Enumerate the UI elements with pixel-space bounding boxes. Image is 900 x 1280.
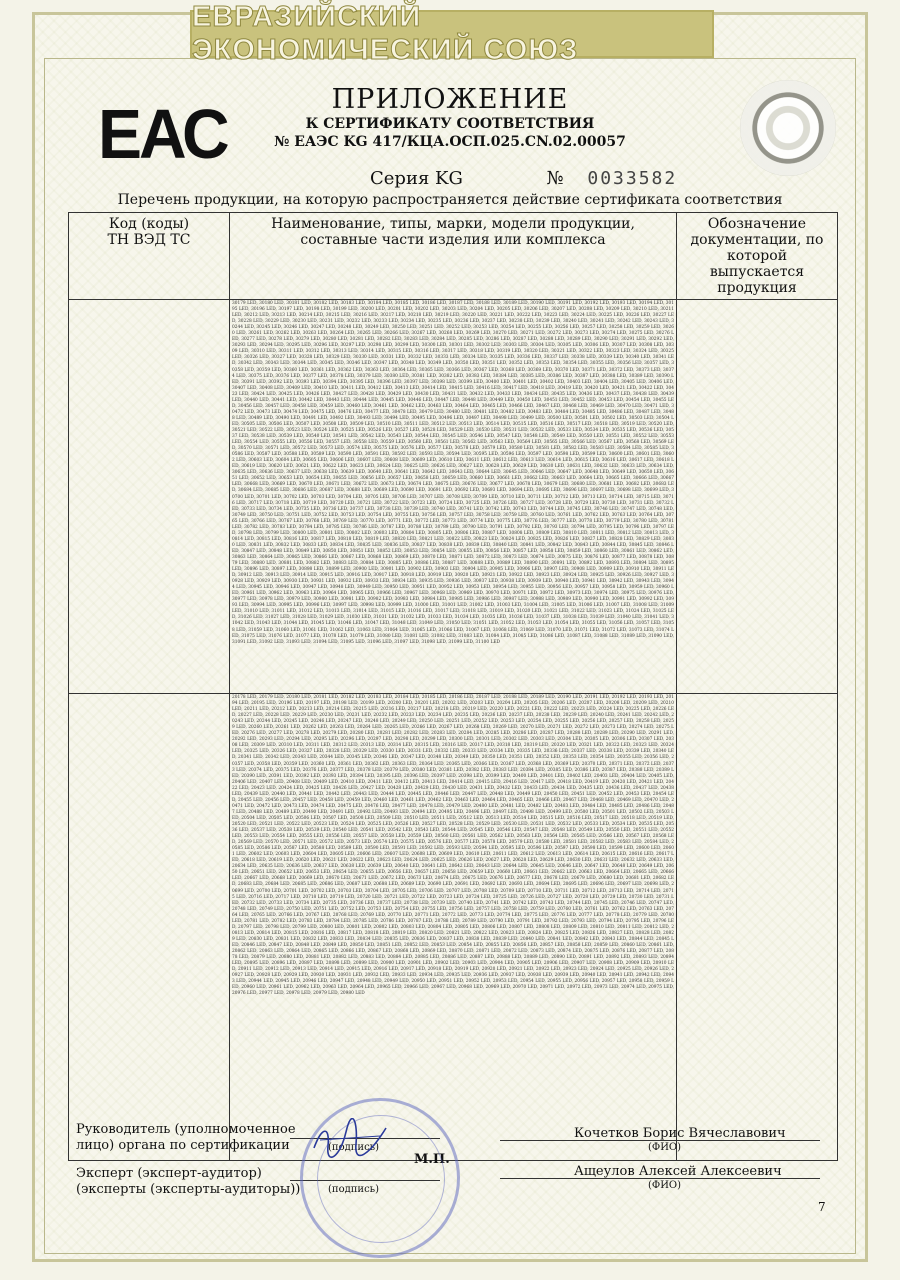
head-fio-caption: (ФИО) bbox=[648, 1142, 682, 1153]
header-name: Наименование, типы, марки, модели продукции, составные части изделия или комплекса bbox=[230, 213, 677, 300]
head-signature-caption: (подпись) bbox=[328, 1142, 380, 1153]
stamp-place-label: М.П. bbox=[414, 1152, 450, 1167]
expert-fio-caption: (ФИО) bbox=[648, 1180, 682, 1191]
expert-label-1: Эксперт (эксперт-аудитор) bbox=[76, 1166, 262, 1181]
products-table bbox=[68, 212, 838, 1161]
table-row bbox=[69, 694, 838, 1161]
handwritten-signature-icon bbox=[310, 1118, 390, 1162]
head-label-1: Руководитель (уполномоченное bbox=[76, 1122, 296, 1137]
expert-signature-caption: (подпись) bbox=[328, 1184, 380, 1195]
expert-name: Ащеулов Алексей Алексеевич bbox=[574, 1164, 782, 1179]
models-cell bbox=[230, 300, 677, 694]
models-list-1: 30179 LED, 30180 LED, 30181 LED, 30182 LED, 30183 LED, 30184 LED, 30185 LED, 30186 LED, 30187 LED, 30188 LED, 30189 LED, 30190 LED, 30191 LED, 30192 LED, 30193 LED, 30194 LED, 30195 LED, 30196 LED, 30197 LED, 30198 LED, 30199 LED, 30200 LED, 30201 LED, 30202 LED, 30203 LED, 30204 LED, 30205 LED, 30206 LED, 30207 LED, 30208 LED, 30209 LED, 30210 LED, 30211 LED, 30212 LED, 30213 LED, 30214 LED, 30215 LED, 30216 LED, 30217 LED, 30218 LED, 30219 LED, 30220 LED, 30221 LED, 30222 LED, 30223 LED, 30224 LED, 30225 LED, 30226 LED, 30227 LED, 30228 LED, 30229 LED, 30230 LED, 30231 LED, 30232 LED, 30233 LED, 30234 LED, 30235 LED, 30236 LED, 30237 LED, 30238 LED, 30239 LED, 30240 LED, 30241 LED, 30242 LED, 30243 LED, 30244 LED, 30245 LED, 30246 LED, 30247 LED, 30248 LED, 30249 LED, 30250 LED, 30251 LED, 30252 LED, 30253 LED, 30254 LED, 30255 LED, 30256 LED, 30257 LED, 30258 LED, 30259 LED, 30260 LED, 30261 LED, 30262 LED, 30263 LED, 30264 LED, 30265 LED, 30266 LED, 30267 LED, 30268 LED, 30269 LED, 30270 LED, 30271 LED, 30272 LED, 30273 LED, 30274 LED, 30275 LED, 30276 LED, 30277 LED, 30278 LED, 30279 LED, 30280 LED, 30281 LED, 30282 LED, 30283 LED, 30284 LED, 30285 LED, 30286 LED, 30287 LED, 30288 LED, 30289 LED, 30290 LED, 30291 LED, 30292 LED, 30293 LED, 30294 LED, 30295 LED, 30296 LED, 30297 LED, 30298 LED, 30299 LED, 30300 LED, 30301 LED, 30302 LED, 30303 LED, 30304 LED, 30305 LED, 30306 LED, 30307 LED, 30308 LED, 30309 LED, 30310 LED, 30311 LED, 30312 LED, 30313 LED, 30314 LED, 30315 LED, 30316 LED, 30317 LED, 30318 LED, 30319 LED, 30320 LED, 30321 LED, 30322 LED, 30323 LED, 30324 LED, 30325 LED, 30326 LED, 30327 LED, 30328 LED, 30329 LED, 30330 LED, 30331 LED, 30332 LED, 30333 LED, 30334 LED, 30335 LED, 30336 LED, 30337 LED, 30338 LED, 30339 LED, 30340 LED, 30341 LED, 30342 LED, 30343 LED, 30344 LED, 30345 LED, 30346 LED, 30347 LED, 30348 LED, 30349 LED, 30350 LED, 30351 LED, 30352 LED, 30353 LED, 30354 LED, 30355 LED, 30356 LED, 30357 LED, 30358 LED, 30359 LED, 30360 LED, 30361 LED, 30362 LED, 30363 LED, 30364 LED, 30365 LED, 30366 LED, 30367 LED, 30368 LED, 30369 LED, 30370 LED, 30371 LED, 30372 LED, 30373 LED, 30374 LED, 30375 LED, 30376 LED, 30377 LED, 30378 LED, 30379 LED, 30380 LED, 30381 LED, 30382 LED, 30383 LED, 30384 LED, 30385 LED, 30386 LED, 30387 LED, 30388 LED, 30389 LED, 30390 LED, 30391 LED, 30392 LED, 30393 LED, 30394 LED, 30395 LED, 30396 LED, 30397 LED, 30398 LED, 30399 LED, 30400 LED, 30401 LED, 30402 LED, 30403 LED, 30404 LED, 30405 LED, 30406 LED, 30407 LED, 30408 LED, 30409 LED, 30410 LED, 30411 LED, 30412 LED, 30413 LED, 30414 LED, 30415 LED, 30416 LED, 30417 LED, 30418 LED, 30419 LED, 30420 LED, 30421 LED, 30422 LED, 30423 LED, 30424 LED, 30425 LED, 30426 LED, 30427 LED, 30428 LED, 30429 LED, 30430 LED, 30431 LED, 30432 LED, 30433 LED, 30434 LED, 30435 LED, 30436 LED, 30437 LED, 30438 LED, 30439 LED, 30440 LED, 30441 LED, 30442 LED, 30443 LED, 30444 LED, 30445 LED, 30446 LED, 30447 LED, 30448 LED, 30449 LED, 30450 LED, 30451 LED, 30452 LED, 30453 LED, 30454 LED, 30455 LED, 30456 LED, 30457 LED, 30458 LED, 30459 LED, 30460 LED, 30461 LED, 30462 LED, 30463 LED, 30464 LED, 30465 LED, 30466 LED, 30467 LED, 30468 LED, 30469 LED, 30470 LED, 30471 LED, 30472 LED, 30473 LED, 30474 LED, 30475 LED, 30476 LED, 30477 LED, 30478 LED, 30479 LED, 30480 LED, 30481 LED, 30482 LED, 30483 LED, 30484 LED, 30485 LED, 30486 LED, 30487 LED, 30488 LED, 30489 LED, 30490 LED, 30491 LED, 30492 LED, 30493 LED, 30494 LED, 30495 LED, 30496 LED, 30497 LED, 30498 LED, 30499 LED, 30500 LED, 30501 LED, 30502 LED, 30503 LED, 30504 LED, 30505 LED, 30506 LED, 30507 LED, 30508 LED, 30509 LED, 30510 LED, 30511 LED, 30512 LED, 30513 LED, 30514 LED, 30515 LED, 30516 LED, 30517 LED, 30518 LED, 30519 LED, 30520 LED, 30521 LED, 30522 LED, 30523 LED, 30524 LED, 30525 LED, 30526 LED, 30527 LED, 30528 LED, 30529 LED, 30530 LED, 30531 LED, 30532 LED, 30533 LED, 30534 LED, 30535 LED, 30536 LED, 30537 LED, 30538 LED, 30539 LED, 30540 LED, 30541 LED, 30542 LED, 30543 LED, 30544 LED, 30545 LED, 30546 LED, 30547 LED, 30548 LED, 30549 LED, 30550 LED, 30551 LED, 30552 LED, 30553 LED, 30554 LED, 30555 LED, 30556 LED, 30557 LED, 30558 LED, 30559 LED, 30560 LED, 30561 LED, 30562 LED, 30563 LED, 30564 LED, 30565 LED, 30566 LED, 30567 LED, 30568 LED, 30569 LED, 30570 LED, 30571 LED, 30572 LED, 30573 LED, 30574 LED, 30575 LED, 30576 LED, 30577 LED, 30578 LED, 30579 LED, 30580 LED, 30581 LED, 30582 LED, 30583 LED, 30584 LED, 30585 LED, 30586 LED, 30587 LED, 30588 LED, 30589 LED, 30590 LED, 30591 LED, 30592 LED, 30593 LED, 30594 LED, 30595 LED, 30596 LED, 30597 LED, 30598 LED, 30599 LED, 30600 LED, 30601 LED, 30602 LED, 30603 LED, 30604 LED, 30605 LED, 30606 LED, 30607 LED, 30608 LED, 30609 LED, 30610 LED, 30611 LED, 30612 LED, 30613 LED, 30614 LED, 30615 LED, 30616 LED, 30617 LED, 30618 LED, 30619 LED, 30620 LED, 30621 LED, 30622 LED, 30623 LED, 30624 LED, 30625 LED, 30626 LED, 30627 LED, 30628 LED, 30629 LED, 30630 LED, 30631 LED, 30632 LED, 30633 LED, 30634 LED, 30635 LED, 30636 LED, 30637 LED, 30638 LED, 30639 LED, 30640 LED, 30641 LED, 30642 LED, 30643 LED, 30644 LED, 30645 LED, 30646 LED, 30647 LED, 30648 LED, 30649 LED, 30650 LED, 30651 LED, 30652 LED, 30653 LED, 30654 LED, 30655 LED, 30656 LED, 30657 LED, 30658 LED, 30659 LED, 30660 LED, 30661 LED, 30662 LED, 30663 LED, 30664 LED, 30665 LED, 30666 LED, 30667 LED, 30668 LED, 30669 LED, 30670 LED, 30671 LED, 30672 LED, 30673 LED, 30674 LED, 30675 LED, 30676 LED, 30677 LED, 30678 LED, 30679 LED, 30680 LED, 30681 LED, 30682 LED, 30683 LED, 30684 LED, 30685 LED, 30686 LED, 30687 LED, 30688 LED, 30689 LED, 30690 LED, 30691 LED, 30692 LED, 30693 LED, 30694 LED, 30695 LED, 30696 LED, 30697 LED, 30698 LED, 30699 LED, 30700 LED, 30701 LED, 30702 LED, 30703 LED, 30704 LED, 30705 LED, 30706 LED, 30707 LED, 30708 LED, 30709 LED, 30710 LED, 30711 LED, 30712 LED, 30713 LED, 30714 LED, 30715 LED, 30716 LED, 30717 LED, 30718 LED, 30719 LED, 30720 LED, 30721 LED, 30722 LED, 30723 LED, 30724 LED, 30725 LED, 30726 LED, 30727 LED, 30728 LED, 30729 LED, 30730 LED, 30731 LED, 30732 LED, 30733 LED, 30734 LED, 30735 LED, 30736 LED, 30737 LED, 30738 LED, 30739 LED, 30740 LED, 30741 LED, 30742 LED, 30743 LED, 30744 LED, 30745 LED, 30746 LED, 30747 LED, 30748 LED, 30749 LED, 30750 LED, 30751 LED, 30752 LED, 30753 LED, 30754 LED, 30755 LED, 30756 LED, 30757 LED, 30758 LED, 30759 LED, 30760 LED, 30761 LED, 30762 LED, 30763 LED, 30764 LED, 30765 LED, 30766 LED, 30767 LED, 30768 LED, 30769 LED, 30770 LED, 30771 LED, 30772 LED, 30773 LED, 30774 LED, 30775 LED, 30776 LED, 30777 LED, 30778 LED, 30779 LED, 30780 LED, 30781 LED, 30782 LED, 30783 LED, 30784 LED, 30785 LED, 30786 LED, 30787 LED, 30788 LED, 30789 LED, 30790 LED, 30791 LED, 30792 LED, 30793 LED, 30794 LED, 30795 LED, 30796 LED, 30797 LED, 30798 LED, 30799 LED, 30800 LED, 30801 LED, 30802 LED, 30803 LED, 30804 LED, 30805 LED, 30806 LED, 30807 LED, 30808 LED, 30809 LED, 30810 LED, 30811 LED, 30812 LED, 30813 LED, 30814 LED, 30815 LED, 30816 LED, 30817 LED, 30818 LED, 30819 LED, 30820 LED, 30821 LED, 30822 LED, 30823 LED, 30824 LED, 30825 LED, 30826 LED, 30827 LED, 30828 LED, 30829 LED, 30830 LED, 30831 LED, 30832 LED, 30833 LED, 30834 LED, 30835 LED, 30836 LED, 30837 LED, 30838 LED, 30839 LED, 30840 LED, 30841 LED, 30842 LED, 30843 LED, 30844 LED, 30845 LED, 30846 LED, 30847 LED, 30848 LED, 30849 LED, 30850 LED, 30851 LED, 30852 LED, 30853 LED, 30854 LED, 30855 LED, 30856 LED, 30857 LED, 30858 LED, 30859 LED, 30860 LED, 30861 LED, 30862 LED, 30863 LED, 30864 LED, 30865 LED, 30866 LED, 30867 LED, 30868 LED, 30869 LED, 30870 LED, 30871 LED, 30872 LED, 30873 LED, 30874 LED, 30875 LED, 30876 LED, 30877 LED, 30878 LED, 30879 LED, 30880 LED, 30881 LED, 30882 LED, 30883 LED, 30884 LED, 30885 LED, 30886 LED, 30887 LED, 30888 LED, 30889 LED, 30890 LED, 30891 LED, 30892 LED, 30893 LED, 30894 LED, 30895 LED, 30896 LED, 30897 LED, 30898 LED, 30899 LED, 30900 LED, 30901 LED, 30902 LED, 30903 LED, 30904 LED, 30905 LED, 30906 LED, 30907 LED, 30908 LED, 30909 LED, 30910 LED, 30911 LED, 30912 LED, 30913 LED, 30914 LED, 30915 LED, 30916 LED, 30917 LED, 30918 LED, 30919 LED, 30920 LED, 30921 LED, 30922 LED, 30923 LED, 30924 LED, 30925 LED, 30926 LED, 30927 LED, 30928 LED, 30929 LED, 30930 LED, 30931 LED, 30932 LED, 30933 LED, 30934 LED, 30935 LED, 30936 LED, 30937 LED, 30938 LED, 30939 LED, 30940 LED, 30941 LED, 30942 LED, 30943 LED, 30944 LED, 30945 LED, 30946 LED, 30947 LED, 30948 LED, 30949 LED, 30950 LED, 30951 LED, 30952 LED, 30953 LED, 30954 LED, 30955 LED, 30956 LED, 30957 LED, 30958 LED, 30959 LED, 30960 LED, 30961 LED, 30962 LED, 30963 LED, 30964 LED, 30965 LED, 30966 LED, 30967 LED, 30968 LED, 30969 LED, 30970 LED, 30971 LED, 30972 LED, 30973 LED, 30974 LED, 30975 LED, 30976 LED, 30977 LED, 30978 LED, 30979 LED, 30980 LED, 30981 LED, 30982 LED, 30983 LED, 30984 LED, 30985 LED, 30986 LED, 30987 LED, 30988 LED, 30989 LED, 30990 LED, 30991 LED, 30992 LED, 30993 LED, 30994 LED, 30995 LED, 30996 LED, 30997 LED, 30998 LED, 30999 LED, 31000 LED, 31001 LED, 31002 LED, 31003 LED, 31004 LED, 31005 LED, 31006 LED, 31007 LED, 31008 LED, 31009 LED, 31010 LED, 31011 LED, 31012 LED, 31013 LED, 31014 LED, 31015 LED, 31016 LED, 31017 LED, 31018 LED, 31019 LED, 31020 LED, 31021 LED, 31022 LED, 31023 LED, 31024 LED, 31025 LED, 31026 LED, 31027 LED, 31028 LED, 31029 LED, 31030 LED, 31031 LED, 31032 LED, 31033 LED, 31034 LED, 31035 LED, 31036 LED, 31037 LED, 31038 LED, 31039 LED, 31040 LED, 31041 LED, 31042 LED, 31043 LED, 31044 LED, 31045 LED, 31046 LED, 31047 LED, 31048 LED, 31049 LED, 31050 LED, 31051 LED, 31052 LED, 31053 LED, 31054 LED, 31055 LED, 31056 LED, 31057 LED, 31058 LED, 31059 LED, 31060 LED, 31061 LED, 31062 LED, 31063 LED, 31064 LED, 31065 LED, 31066 LED, 31067 LED, 31068 LED, 31069 LED, 31070 LED, 31071 LED, 31072 LED, 31073 LED, 31074 LED, 31075 LED, 31076 LED, 31077 LED, 31078 LED, 31079 LED, 31080 LED, 31081 LED, 31082 LED, 31083 LED, 31084 LED, 31085 LED, 31086 LED, 31087 LED, 31088 LED, 31089 LED, 31090 LED, 31091 LED, 31092 LED, 31093 LED, 31094 LED, 31095 LED, 31096 LED, 31097 LED, 31098 LED, 31099 LED, 31100 LED bbox=[232, 301, 674, 645]
head-name-line bbox=[500, 1140, 820, 1141]
eac-logo: ЕАС bbox=[98, 95, 227, 173]
docs-cell bbox=[677, 300, 838, 694]
appendix-subtitle: К СЕРТИФИКАТУ СООТВЕТСТВИЯ bbox=[305, 116, 595, 132]
page-number: 7 bbox=[818, 1200, 826, 1214]
eaeu-banner bbox=[190, 1, 714, 66]
models-list-2: 20178 LED, 20179 LED, 20180 LED, 20181 LED, 20182 LED, 20183 LED, 20184 LED, 20185 LED, 20186 LED, 20187 LED, 20188 LED, 20189 LED, 20190 LED, 20191 LED, 20192 LED, 20193 LED, 20194 LED, 20195 LED, 20196 LED, 20197 LED, 20198 LED, 20199 LED, 20200 LED, 20201 LED, 20202 LED, 20203 LED, 20204 LED, 20205 LED, 20206 LED, 20207 LED, 20208 LED, 20209 LED, 20210 LED, 20211 LED, 20212 LED, 20213 LED, 20214 LED, 20215 LED, 20216 LED, 20217 LED, 20218 LED, 20219 LED, 20220 LED, 20221 LED, 20222 LED, 20223 LED, 20224 LED, 20225 LED, 20226 LED, 20227 LED, 20228 LED, 20229 LED, 20230 LED, 20231 LED, 20232 LED, 20233 LED, 20234 LED, 20235 LED, 20236 LED, 20237 LED, 20238 LED, 20239 LED, 20240 LED, 20241 LED, 20242 LED, 20243 LED, 20244 LED, 20245 LED, 20246 LED, 20247 LED, 20248 LED, 20249 LED, 20250 LED, 20251 LED, 20252 LED, 20253 LED, 20254 LED, 20255 LED, 20256 LED, 20257 LED, 20258 LED, 20259 LED, 20260 LED, 20261 LED, 20262 LED, 20263 LED, 20264 LED, 20265 LED, 20266 LED, 20267 LED, 20268 LED, 20269 LED, 20270 LED, 20271 LED, 20272 LED, 20273 LED, 20274 LED, 20275 LED, 20276 LED, 20277 LED, 20278 LED, 20279 LED, 20280 LED, 20281 LED, 20282 LED, 20283 LED, 20284 LED, 20285 LED, 20286 LED, 20287 LED, 20288 LED, 20289 LED, 20290 LED, 20291 LED, 20292 LED, 20293 LED, 20294 LED, 20295 LED, 20296 LED, 20297 LED, 20298 LED, 20299 LED, 20300 LED, 20301 LED, 20302 LED, 20303 LED, 20304 LED, 20305 LED, 20306 LED, 20307 LED, 20308 LED, 20309 LED, 20310 LED, 20311 LED, 20312 LED, 20313 LED, 20314 LED, 20315 LED, 20316 LED, 20317 LED, 20318 LED, 20319 LED, 20320 LED, 20321 LED, 20322 LED, 20323 LED, 20324 LED, 20325 LED, 20326 LED, 20327 LED, 20328 LED, 20329 LED, 20330 LED, 20331 LED, 20332 LED, 20333 LED, 20334 LED, 20335 LED, 20336 LED, 20337 LED, 20338 LED, 20339 LED, 20340 LED, 20341 LED, 20342 LED, 20343 LED, 20344 LED, 20345 LED, 20346 LED, 20347 LED, 20348 LED, 20349 LED, 20350 LED, 20351 LED, 20352 LED, 20353 LED, 20354 LED, 20355 LED, 20356 LED, 20357 LED, 20358 LED, 20359 LED, 20360 LED, 20361 LED, 20362 LED, 20363 LED, 20364 LED, 20365 LED, 20366 LED, 20367 LED, 20368 LED, 20369 LED, 20370 LED, 20371 LED, 20372 LED, 20373 LED, 20374 LED, 20375 LED, 20376 LED, 20377 LED, 20378 LED, 20379 LED, 20380 LED, 20381 LED, 20382 LED, 20383 LED, 20384 LED, 20385 LED, 20386 LED, 20387 LED, 20388 LED, 20389 LED, 20390 LED, 20391 LED, 20392 LED, 20393 LED, 20394 LED, 20395 LED, 20396 LED, 20397 LED, 20398 LED, 20399 LED, 20400 LED, 20401 LED, 20402 LED, 20403 LED, 20404 LED, 20405 LED, 20406 LED, 20407 LED, 20408 LED, 20409 LED, 20410 LED, 20411 LED, 20412 LED, 20413 LED, 20414 LED, 20415 LED, 20416 LED, 20417 LED, 20418 LED, 20419 LED, 20420 LED, 20421 LED, 20422 LED, 20423 LED, 20424 LED, 20425 LED, 20426 LED, 20427 LED, 20428 LED, 20429 LED, 20430 LED, 20431 LED, 20432 LED, 20433 LED, 20434 LED, 20435 LED, 20436 LED, 20437 LED, 20438 LED, 20439 LED, 20440 LED, 20441 LED, 20442 LED, 20443 LED, 20444 LED, 20445 LED, 20446 LED, 20447 LED, 20448 LED, 20449 LED, 20450 LED, 20451 LED, 20452 LED, 20453 LED, 20454 LED, 20455 LED, 20456 LED, 20457 LED, 20458 LED, 20459 LED, 20460 LED, 20461 LED, 20462 LED, 20463 LED, 20464 LED, 20465 LED, 20466 LED, 20467 LED, 20468 LED, 20469 LED, 20470 LED, 20471 LED, 20472 LED, 20473 LED, 20474 LED, 20475 LED, 20476 LED, 20477 LED, 20478 LED, 20479 LED, 20480 LED, 20481 LED, 20482 LED, 20483 LED, 20484 LED, 20485 LED, 20486 LED, 20487 LED, 20488 LED, 20489 LED, 20490 LED, 20491 LED, 20492 LED, 20493 LED, 20494 LED, 20495 LED, 20496 LED, 20497 LED, 20498 LED, 20499 LED, 20500 LED, 20501 LED, 20502 LED, 20503 LED, 20504 LED, 20505 LED, 20506 LED, 20507 LED, 20508 LED, 20509 LED, 20510 LED, 20511 LED, 20512 LED, 20513 LED, 20514 LED, 20515 LED, 20516 LED, 20517 LED, 20518 LED, 20519 LED, 20520 LED, 20521 LED, 20522 LED, 20523 LED, 20524 LED, 20525 LED, 20526 LED, 20527 LED, 20528 LED, 20529 LED, 20530 LED, 20531 LED, 20532 LED, 20533 LED, 20534 LED, 20535 LED, 20536 LED, 20537 LED, 20538 LED, 20539 LED, 20540 LED, 20541 LED, 20542 LED, 20543 LED, 20544 LED, 20545 LED, 20546 LED, 20547 LED, 20548 LED, 20549 LED, 20550 LED, 20551 LED, 20552 LED, 20553 LED, 20554 LED, 20555 LED, 20556 LED, 20557 LED, 20558 LED, 20559 LED, 20560 LED, 20561 LED, 20562 LED, 20563 LED, 20564 LED, 20565 LED, 20566 LED, 20567 LED, 20568 LED, 20569 LED, 20570 LED, 20571 LED, 20572 LED, 20573 LED, 20574 LED, 20575 LED, 20576 LED, 20577 LED, 20578 LED, 20579 LED, 20580 LED, 20581 LED, 20582 LED, 20583 LED, 20584 LED, 20585 LED, 20586 LED, 20587 LED, 20588 LED, 20589 LED, 20590 LED, 20591 LED, 20592 LED, 20593 LED, 20594 LED, 20595 LED, 20596 LED, 20597 LED, 20598 LED, 20599 LED, 20600 LED, 20601 LED, 20602 LED, 20603 LED, 20604 LED, 20605 LED, 20606 LED, 20607 LED, 20608 LED, 20609 LED, 20610 LED, 20611 LED, 20612 LED, 20613 LED, 20614 LED, 20615 LED, 20616 LED, 20617 LED, 20618 LED, 20619 LED, 20620 LED, 20621 LED, 20622 LED, 20623 LED, 20624 LED, 20625 LED, 20626 LED, 20627 LED, 20628 LED, 20629 LED, 20630 LED, 20631 LED, 20632 LED, 20633 LED, 20634 LED, 20635 LED, 20636 LED, 20637 LED, 20638 LED, 20639 LED, 20640 LED, 20641 LED, 20642 LED, 20643 LED, 20644 LED, 20645 LED, 20646 LED, 20647 LED, 20648 LED, 20649 LED, 20650 LED, 20651 LED, 20652 LED, 20653 LED, 20654 LED, 20655 LED, 20656 LED, 20657 LED, 20658 LED, 20659 LED, 20660 LED, 20661 LED, 20662 LED, 20663 LED, 20664 LED, 20665 LED, 20666 LED, 20667 LED, 20668 LED, 20669 LED, 20670 LED, 20671 LED, 20672 LED, 20673 LED, 20674 LED, 20675 LED, 20676 LED, 20677 LED, 20678 LED, 20679 LED, 20680 LED, 20681 LED, 20682 LED, 20683 LED, 20684 LED, 20685 LED, 20686 LED, 20687 LED, 20688 LED, 20689 LED, 20690 LED, 20691 LED, 20692 LED, 20693 LED, 20694 LED, 20695 LED, 20696 LED, 20697 LED, 20698 LED, 20699 LED, 20700 LED, 20701 LED, 20702 LED, 20703 LED, 20704 LED, 20705 LED, 20706 LED, 20707 LED, 20708 LED, 20709 LED, 20710 LED, 20711 LED, 20712 LED, 20713 LED, 20714 LED, 20715 LED, 20716 LED, 20717 LED, 20718 LED, 20719 LED, 20720 LED, 20721 LED, 20722 LED, 20723 LED, 20724 LED, 20725 LED, 20726 LED, 20727 LED, 20728 LED, 20729 LED, 20730 LED, 20731 LED, 20732 LED, 20733 LED, 20734 LED, 20735 LED, 20736 LED, 20737 LED, 20738 LED, 20739 LED, 20740 LED, 20741 LED, 20742 LED, 20743 LED, 20744 LED, 20745 LED, 20746 LED, 20747 LED, 20748 LED, 20749 LED, 20750 LED, 20751 LED, 20752 LED, 20753 LED, 20754 LED, 20755 LED, 20756 LED, 20757 LED, 20758 LED, 20759 LED, 20760 LED, 20761 LED, 20762 LED, 20763 LED, 20764 LED, 20765 LED, 20766 LED, 20767 LED, 20768 LED, 20769 LED, 20770 LED, 20771 LED, 20772 LED, 20773 LED, 20774 LED, 20775 LED, 20776 LED, 20777 LED, 20778 LED, 20779 LED, 20780 LED, 20781 LED, 20782 LED, 20783 LED, 20784 LED, 20785 LED, 20786 LED, 20787 LED, 20788 LED, 20789 LED, 20790 LED, 20791 LED, 20792 LED, 20793 LED, 20794 LED, 20795 LED, 20796 LED, 20797 LED, 20798 LED, 20799 LED, 20800 LED, 20801 LED, 20802 LED, 20803 LED, 20804 LED, 20805 LED, 20806 LED, 20807 LED, 20808 LED, 20809 LED, 20810 LED, 20811 LED, 20812 LED, 20813 LED, 20814 LED, 20815 LED, 20816 LED, 20817 LED, 20818 LED, 20819 LED, 20820 LED, 20821 LED, 20822 LED, 20823 LED, 20824 LED, 20825 LED, 20826 LED, 20827 LED, 20828 LED, 20829 LED, 20830 LED, 20831 LED, 20832 LED, 20833 LED, 20834 LED, 20835 LED, 20836 LED, 20837 LED, 20838 LED, 20839 LED, 20840 LED, 20841 LED, 20842 LED, 20843 LED, 20844 LED, 20845 LED, 20846 LED, 20847 LED, 20848 LED, 20849 LED, 20850 LED, 20851 LED, 20852 LED, 20853 LED, 20854 LED, 20855 LED, 20856 LED, 20857 LED, 20858 LED, 20859 LED, 20860 LED, 20861 LED, 20862 LED, 20863 LED, 20864 LED, 20865 LED, 20866 LED, 20867 LED, 20868 LED, 20869 LED, 20870 LED, 20871 LED, 20872 LED, 20873 LED, 20874 LED, 20875 LED, 20876 LED, 20877 LED, 20878 LED, 20879 LED, 20880 LED, 20881 LED, 20882 LED, 20883 LED, 20884 LED, 20885 LED, 20886 LED, 20887 LED, 20888 LED, 20889 LED, 20890 LED, 20891 LED, 20892 LED, 20893 LED, 20894 LED, 20895 LED, 20896 LED, 20897 LED, 20898 LED, 20899 LED, 20900 LED, 20901 LED, 20902 LED, 20903 LED, 20904 LED, 20905 LED, 20906 LED, 20907 LED, 20908 LED, 20909 LED, 20910 LED, 20911 LED, 20912 LED, 20913 LED, 20914 LED, 20915 LED, 20916 LED, 20917 LED, 20918 LED, 20919 LED, 20920 LED, 20921 LED, 20922 LED, 20923 LED, 20924 LED, 20925 LED, 20926 LED, 20927 LED, 20928 LED, 20929 LED, 20930 LED, 20931 LED, 20932 LED, 20933 LED, 20934 LED, 20935 LED, 20936 LED, 20937 LED, 20938 LED, 20939 LED, 20940 LED, 20941 LED, 20942 LED, 20943 LED, 20944 LED, 20945 LED, 20946 LED, 20947 LED, 20948 LED, 20949 LED, 20950 LED, 20951 LED, 20952 LED, 20953 LED, 20954 LED, 20955 LED, 20956 LED, 20957 LED, 20958 LED, 20959 LED, 20960 LED, 20961 LED, 20962 LED, 20963 LED, 20964 LED, 20965 LED, 20966 LED, 20967 LED, 20968 LED, 20969 LED, 20970 LED, 20971 LED, 20972 LED, 20973 LED, 20974 LED, 20975 LED, 20976 LED, 20977 LED, 20978 LED, 20979 LED, 20980 LED bbox=[232, 695, 674, 997]
certificate-number: № ЕАЭС KG 417/КЦА.ОСП.025.CN.02.00057 bbox=[274, 134, 626, 150]
appendix-title: ПРИЛОЖЕНИЕ bbox=[331, 84, 569, 115]
header-code: Код (коды) ТН ВЭД ТС bbox=[69, 213, 230, 300]
code-cell bbox=[69, 694, 230, 1161]
series-no-sign: № bbox=[546, 168, 564, 189]
docs-cell bbox=[677, 694, 838, 1161]
series-number: 0033582 bbox=[587, 168, 678, 189]
table-row bbox=[69, 300, 838, 694]
hologram-seal-icon bbox=[740, 80, 836, 176]
head-label-2: лицо) органа по сертификации bbox=[76, 1138, 290, 1153]
banner-text: ЕВРАЗИЙСКИЙ ЭКОНОМИЧЕСКИЙ СОЮЗ bbox=[192, 1, 579, 66]
expert-name-line bbox=[500, 1178, 820, 1179]
series-line bbox=[370, 168, 677, 189]
head-name: Кочетков Борис Вячеславович bbox=[574, 1126, 786, 1141]
series-label: Серия KG bbox=[370, 168, 463, 189]
models-cell bbox=[230, 694, 677, 1161]
expert-label-2: (эксперты (эксперты-аудиторы)) bbox=[76, 1182, 301, 1197]
table-header-row bbox=[69, 213, 838, 300]
header-docs: Обозначение документации, по которой выпускается продукция bbox=[677, 213, 838, 300]
list-caption: Перечень продукции, на которую распространяется действие сертификата соответствия bbox=[117, 192, 783, 208]
code-cell bbox=[69, 300, 230, 694]
